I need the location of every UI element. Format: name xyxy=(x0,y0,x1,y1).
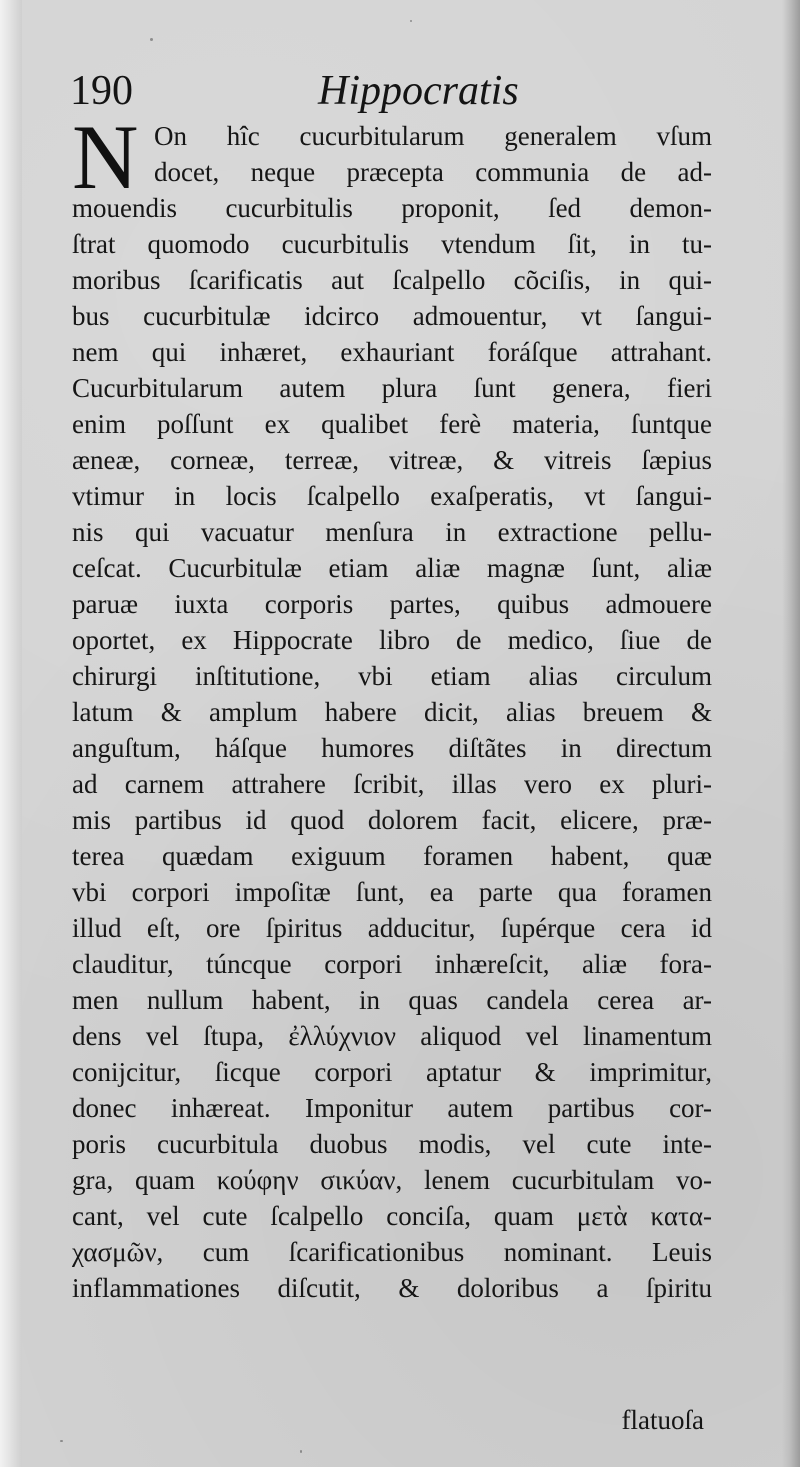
text-line: docet, neque præcepta communia de ad- xyxy=(154,157,712,187)
text-line: anguſtum, háſque humores diſtãtes in directum xyxy=(72,733,712,763)
text-line: Cucurbitularum autem plura ſunt genera, fieri xyxy=(72,373,712,403)
text-line: oportet, ex Hippocrate libro de medico, ſiue de xyxy=(72,625,712,655)
body-text xyxy=(72,106,712,1306)
text-line: ceſcat. Cucurbitulæ etiam aliæ magnæ ſunt, aliæ xyxy=(72,553,712,583)
drop-cap: N xyxy=(72,106,139,208)
paper-speck xyxy=(410,20,412,22)
running-title: Hippocratis xyxy=(318,68,519,114)
text-line: gra, quam κούφην σικύαν, lenem cucurbitulam vo- xyxy=(72,1165,712,1195)
text-line: men nullum habent, in quas candela cerea ar- xyxy=(72,985,712,1015)
text-line: ſtrat quomodo cucurbitulis vtendum ſit, in tu- xyxy=(72,229,712,259)
text-line: æneæ, corneæ, terreæ, vitreæ, & vitreis ſæpius xyxy=(72,445,712,475)
text-line: mouendis cucurbitulis proponit, ſed demon- xyxy=(72,193,712,223)
page-left-edge xyxy=(0,0,22,1467)
text-line: nem qui inhæret, exhauriant foráſque attrahant. xyxy=(72,337,712,367)
text-line: latum & amplum habere dicit, alias breuem & xyxy=(72,697,712,727)
paper-speck xyxy=(300,1450,302,1453)
text-line: vtimur in locis ſcalpello exaſperatis, vt ſangui- xyxy=(72,481,712,511)
text-line: vbi corpori impoſitæ ſunt, ea parte qua foramen xyxy=(72,877,712,907)
text-line: On hîc cucurbitularum generalem vſum xyxy=(154,121,712,151)
text-line: χασμῶν, cum ſcarificationibus nominant. Leuis xyxy=(72,1237,712,1267)
text-line: cant, vel cute ſcalpello conciſa, quam μετὰ κατα- xyxy=(72,1201,712,1231)
paper-speck xyxy=(150,38,153,41)
text-line: conijcitur, ſicque corpori aptatur & imprimitur, xyxy=(72,1057,712,1087)
paper-speck xyxy=(60,1440,63,1442)
page-right-edge xyxy=(782,0,800,1467)
text-line: paruæ iuxta corporis partes, quibus admouere xyxy=(72,589,712,619)
text-line: chirurgi inſtitutione, vbi etiam alias circulum xyxy=(72,661,712,691)
running-head xyxy=(70,66,730,116)
text-line: poris cucurbitula duobus modis, vel cute inte- xyxy=(72,1129,712,1159)
text-line: enim poſſunt ex qualibet ferè materia, ſuntque xyxy=(72,409,712,439)
text-line: clauditur, túncque corpori inhæreſcit, aliæ fora- xyxy=(72,949,712,979)
text-line: nis qui vacuatur menſura in extractione pellu- xyxy=(72,517,712,547)
text-line: inflammationes diſcutit, & doloribus a ſpiritu xyxy=(72,1273,712,1303)
page-number: 190 xyxy=(70,68,133,114)
text-line: mis partibus id quod dolorem facit, elicere, præ- xyxy=(72,805,712,835)
text-line: ad carnem attrahere ſcribit, illas vero ex pluri- xyxy=(72,769,712,799)
text-line: moribus ſcarificatis aut ſcalpello cõciſis, in qui- xyxy=(72,265,712,295)
text-line: terea quædam exiguum foramen habent, quæ xyxy=(72,841,712,871)
catchword: flatuoſa xyxy=(621,1405,704,1435)
text-line: bus cucurbitulæ idcirco admouentur, vt ſangui- xyxy=(72,301,712,331)
text-line: illud eſt, ore ſpiritus adducitur, ſupérque cera id xyxy=(72,913,712,943)
text-line: dens vel ſtupa, ἐλλύχνιον aliquod vel linamentum xyxy=(72,1021,712,1051)
text-line: donec inhæreat. Imponitur autem partibus cor- xyxy=(72,1093,712,1123)
